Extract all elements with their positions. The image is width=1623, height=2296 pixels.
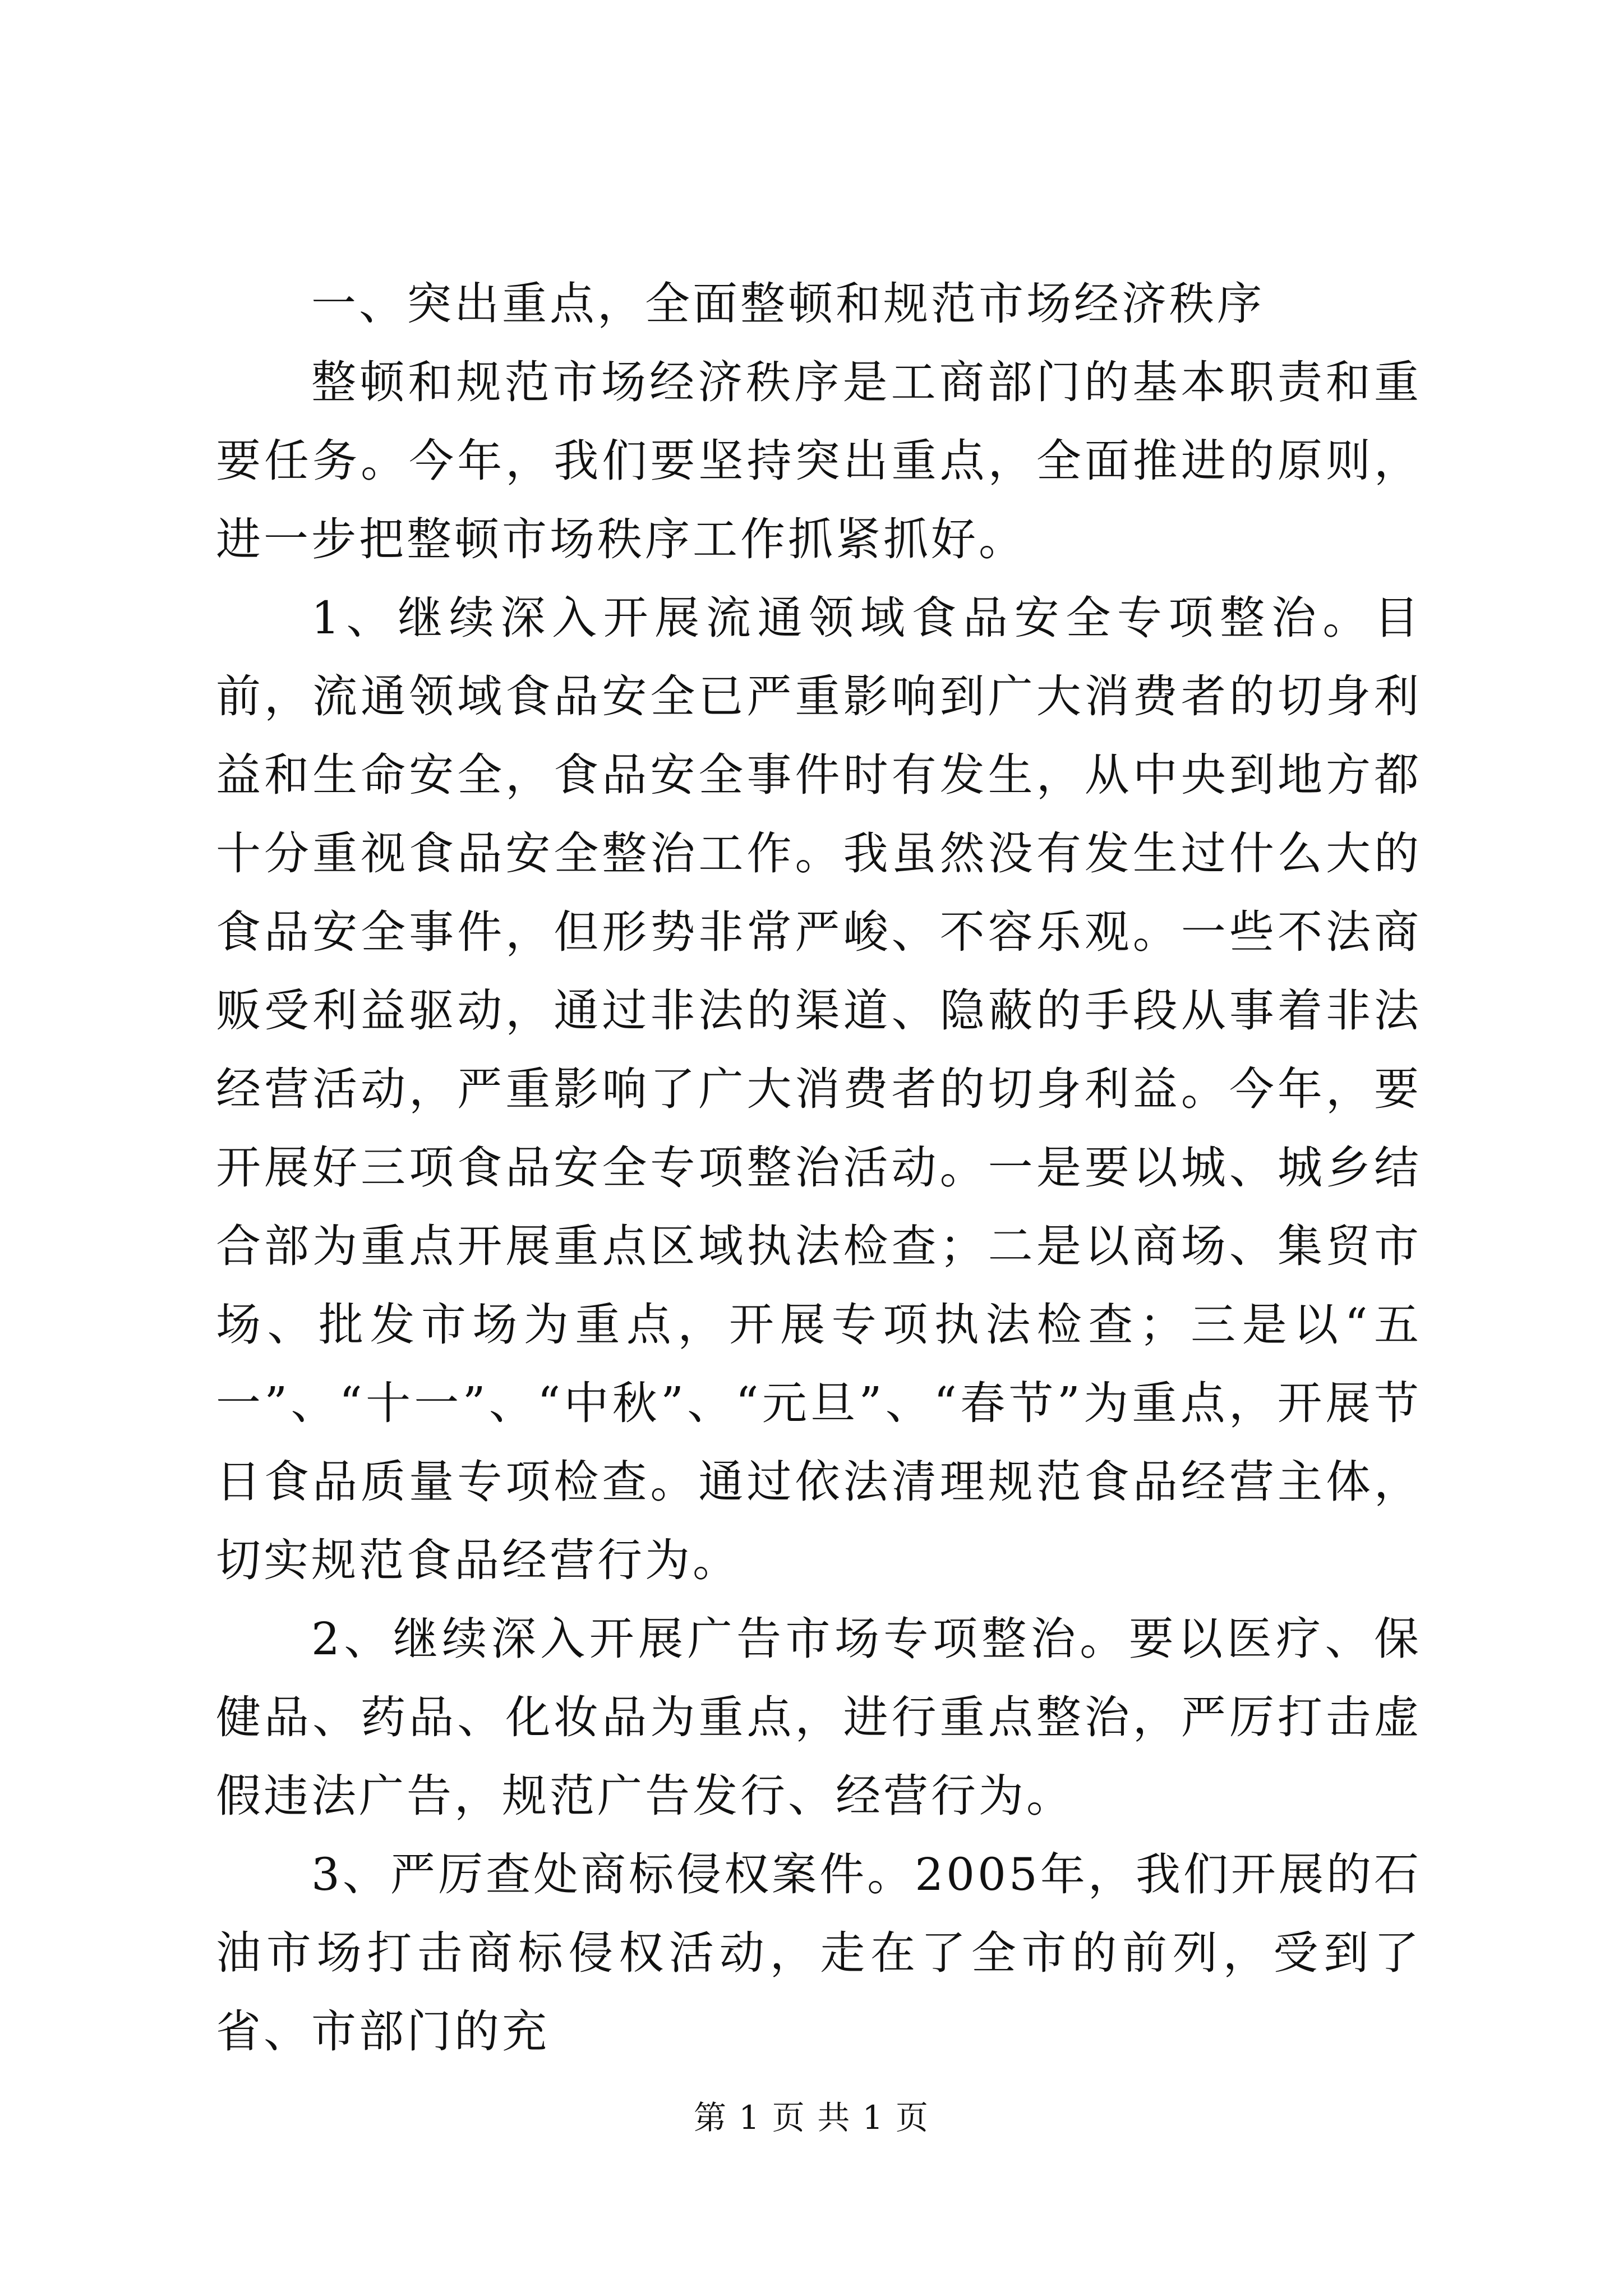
paragraph-item-2: 2、继续深入开展广告市场专项整治。要以医疗、保健品、药品、化妆品为重点，进行重点整治，严厉打击虚假违法广告，规范广告发行、经营行为。: [216, 1613, 1422, 1822]
paragraph-item-1: 1、继续深入开展流通领域食品安全专项整治。目前，流通领域食品安全已严重影响到广大消费者的切身利益和生命安全，食品安全事件时有发生，从中央到地方都十分重视食品安全整治工作。我虽然没有发生过什么大的食品安全事件，但形势非常严峻、不容乐观。一些不法商贩受利益驱动，通过非法的渠道、隐蔽的手段从事着非法经营活动，严重影响了广大消费者的切身利益。今年，要开展好三项食品安全专项整治活动。一是要以城、城乡结合部为重点开展重点区域执法检查；二是以商场、集贸市场、批发市场为重点，开展专项执法检查；三是以“五一”、“十一”、“中秋”、“元旦”、“春节”为重点，开展节日食品质量专项检查。通过依法清理规范食品经营主体，切实规范食品经营行为。: [216, 592, 1422, 1586]
paragraph-item-3: 3、严厉查处商标侵权案件。2005年，我们开展的石油市场打击商标侵权活动，走在了全市的前列，受到了省、市部门的充: [216, 1848, 1422, 2058]
document-body: [216, 265, 1422, 2071]
page-footer: 第 1 页 共 1 页: [694, 2099, 929, 2137]
section-heading: 一、突出重点，全面整顿和规范市场经济秩序: [311, 278, 1265, 330]
paragraph-intro: 整顿和规范市场经济秩序是工商部门的基本职责和重要任务。今年，我们要坚持突出重点，全面推进的原则，进一步把整顿市场秩序工作抓紧抓好。: [216, 356, 1422, 565]
